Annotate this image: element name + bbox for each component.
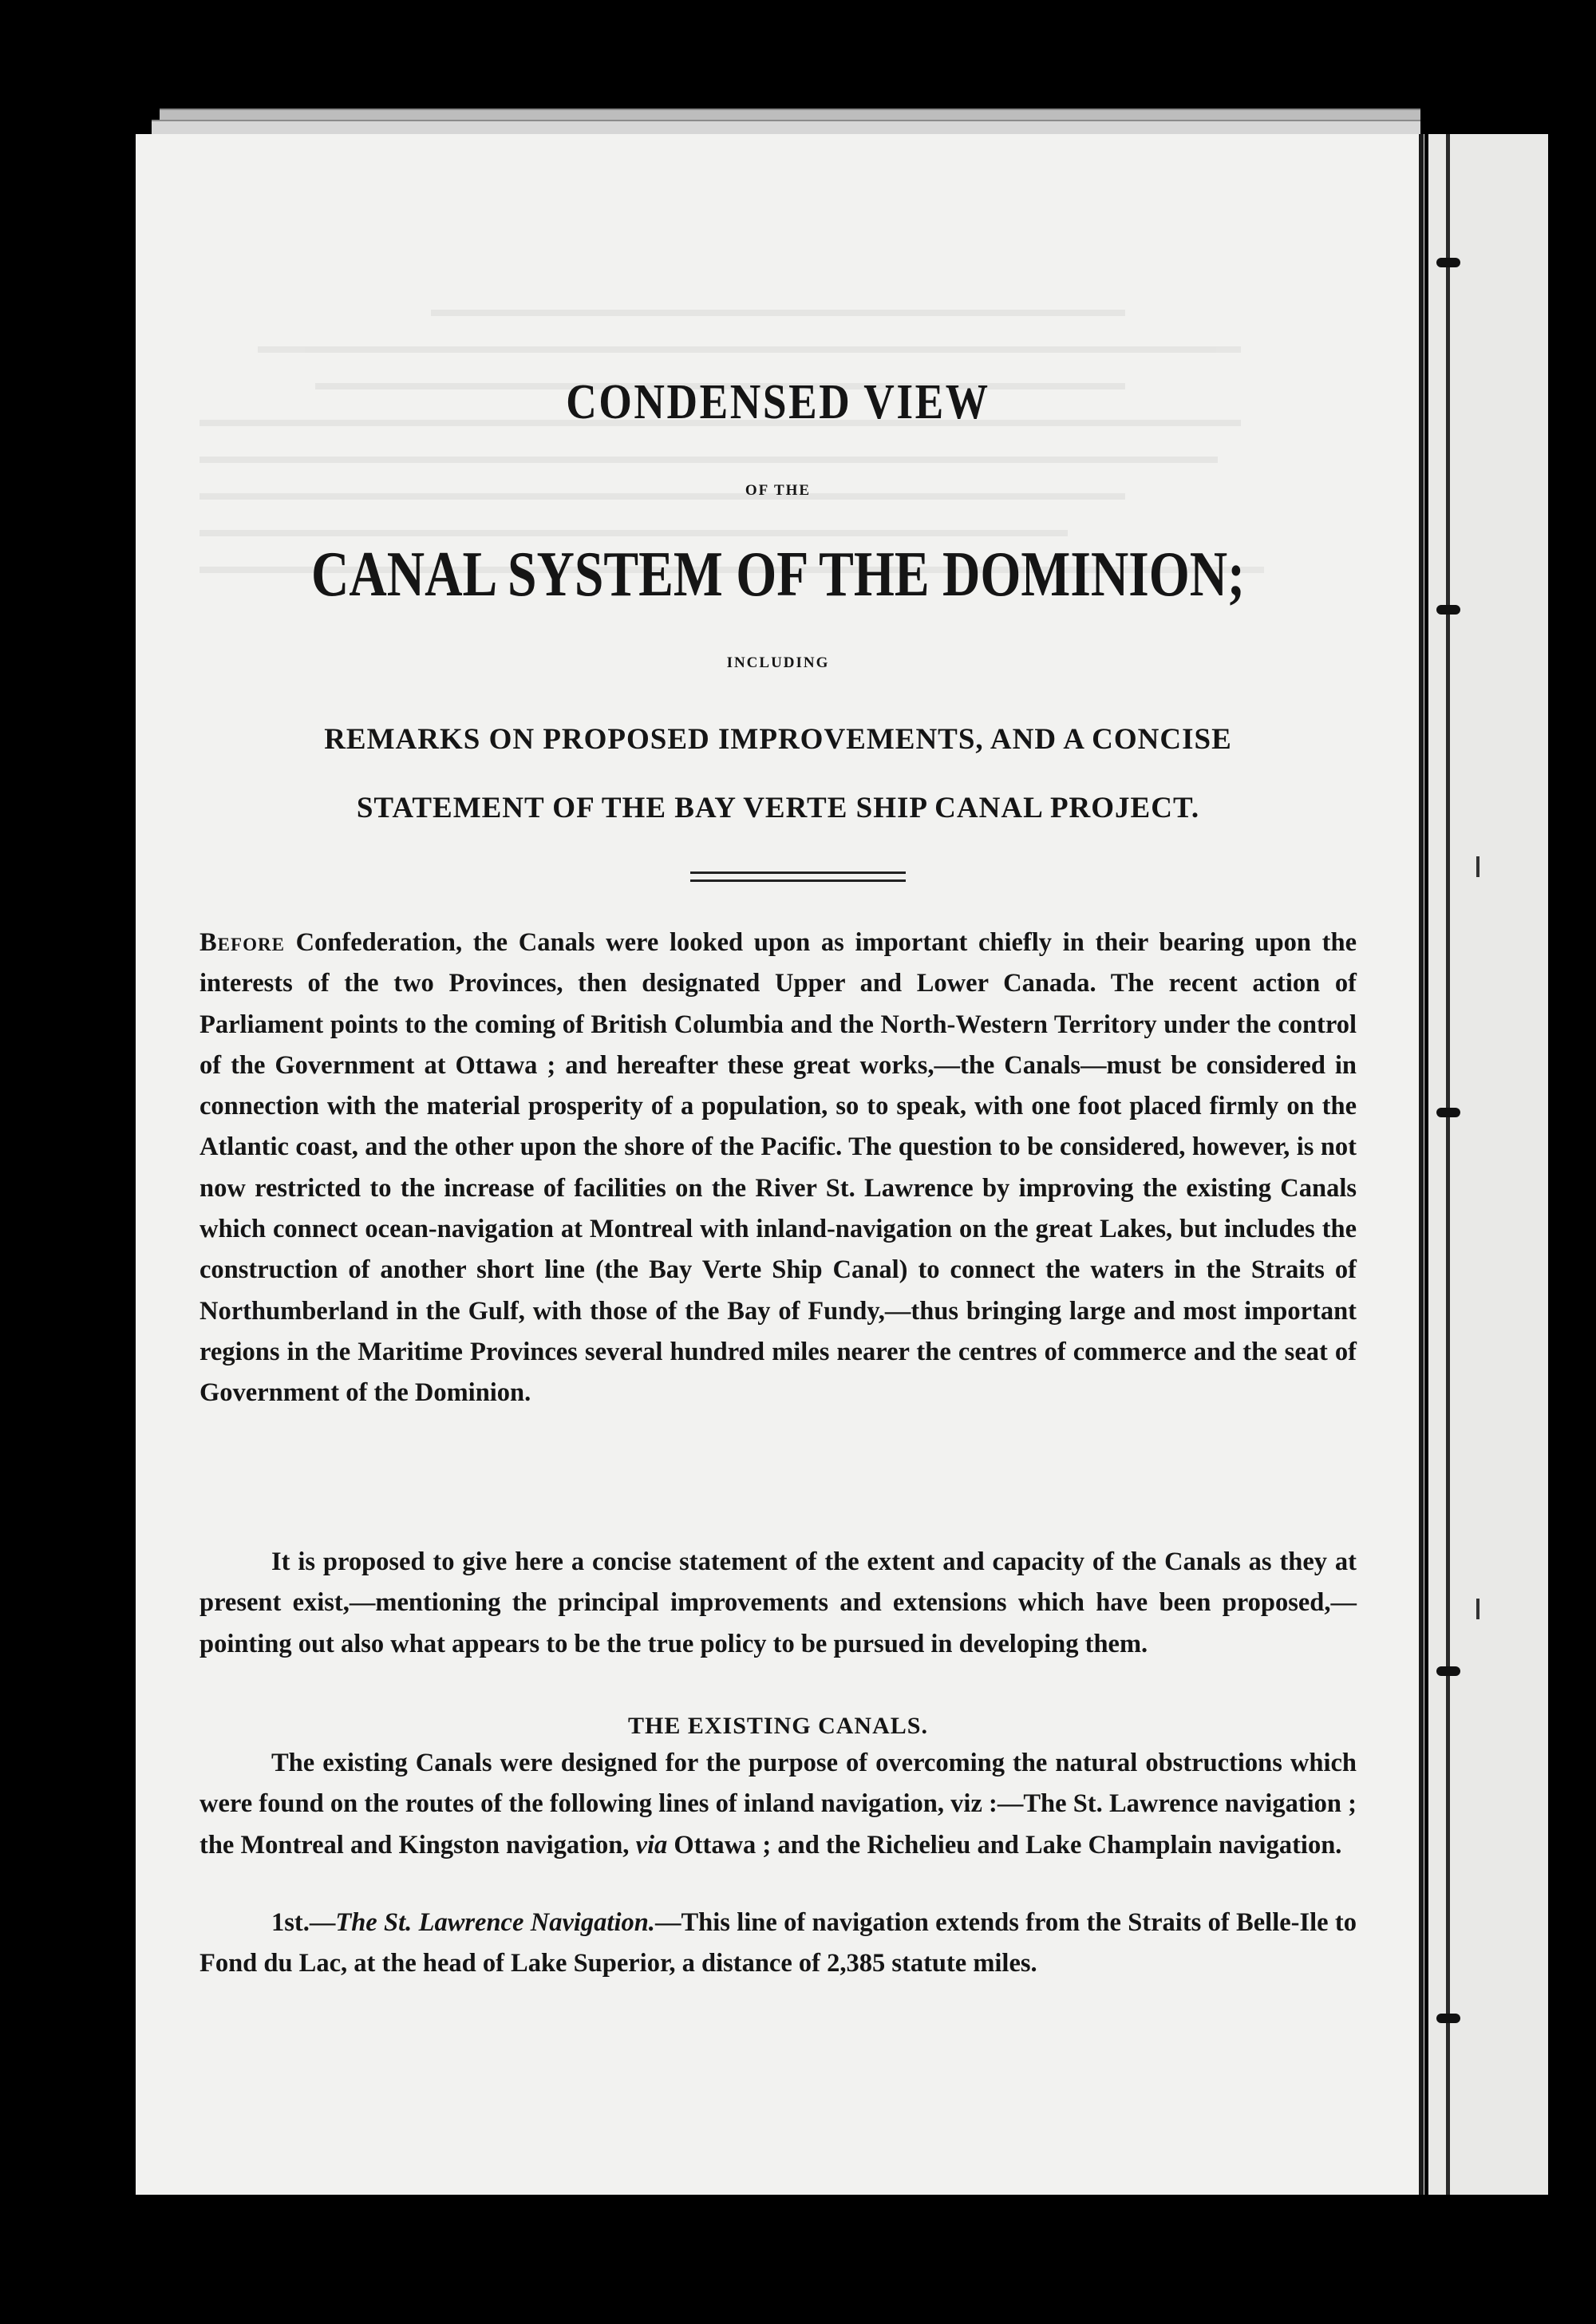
paragraph-existing-canals [200, 1743, 1357, 1866]
paragraph-st-lawrence [200, 1903, 1357, 1985]
paragraph-existing-canals-text-2: Ottawa ; and the Richelieu and Lake Champlain navigation. [667, 1830, 1342, 1860]
stitch-mark [1436, 1666, 1460, 1676]
binding-thread [1446, 134, 1450, 2195]
ornamental-rule-top [690, 872, 906, 874]
title-of-the: OF THE [745, 482, 812, 499]
title-canal-system: CANAL SYSTEM OF THE DOMINION; [310, 540, 1246, 610]
paragraph-st-lawrence-number: 1st.— [271, 1908, 336, 1937]
paragraph-proposal: It is proposed to give here a concise statement of the extent and capacity of the Canals as they at present exist,—mentioning the principal improvements and extensions which have been proposed,—pointing out also what appears to be the true policy to be pursued in developing them. [200, 1547, 1357, 1658]
paragraph-lead-word: Before [200, 928, 285, 957]
stitch-mark [1436, 605, 1460, 615]
section-heading-existing-canals: THE EXISTING CANALS. [628, 1713, 928, 1739]
ornamental-rule-bottom [690, 879, 906, 882]
paragraph-confederation [200, 923, 1357, 1414]
margin-tick [1476, 1599, 1479, 1619]
stitch-mark [1436, 2014, 1460, 2023]
paragraph-st-lawrence-text: —This line of navigation extends from the Straits of Belle-Ile to Fond du Lac, at the head of Lake Superior, a distance of 2,385 statute miles. [200, 1908, 1357, 1978]
title-including: INCLUDING [726, 654, 830, 671]
paragraph-st-lawrence-heading: The St. Lawrence Navigation. [335, 1908, 655, 1937]
subtitle-line-1: REMARKS ON PROPOSED IMPROVEMENTS, AND A CONCISE [324, 723, 1232, 756]
book-page [136, 134, 1424, 2195]
subtitle-line-2: STATEMENT OF THE BAY VERTE SHIP CANAL PROJECT. [356, 792, 1200, 824]
binding-edge [1428, 134, 1548, 2195]
stitch-mark [1436, 1108, 1460, 1117]
paragraph-confederation-text: Confederation, the Canals were looked upon as important chiefly in their bearing upon the interests of the two Provinces, then designated Upper and Lower Canada. The recent action of Parliament points to the coming of British Columbia and the North-Western Territory under the control of the Government at Ottawa ; and hereafter these great works,—the Canals—must be considered in connection with the material prosperity of a population, so to speak, with one foot placed firmly on the Atlantic coast, and the other upon the shore of the Pacific. The question to be considered, however, is not now restricted to the increase of facilities on the River St. Lawrence by improving the existing Canals which connect ocean-navigation at Montreal with inland-navigation on the great Lakes, but includes the construction of another short line (the Bay Verte Ship Canal) to connect the waters in the Straits of Northumberland in the Gulf, with those of the Bay of Fundy,—thus bringing large and most important regions in the Maritime Provinces several hundred miles nearer the centres of commerce and the seat of Government of the Dominion. [200, 928, 1357, 1408]
margin-tick [1476, 856, 1479, 877]
stitch-mark [1436, 258, 1460, 267]
italic-via: via [635, 1830, 668, 1860]
page-gutter-shadow [1419, 134, 1424, 2195]
paragraph-existing-canals-text-1: The existing Canals were designed for the purpose of overcoming the natural obstructions which were found on the routes of the following lines of inland navigation, viz :—The St. Lawrence navigation ; the Montreal and Kingston navigation, [200, 1749, 1357, 1860]
title-condensed-view: CONDENSED VIEW [566, 375, 990, 429]
